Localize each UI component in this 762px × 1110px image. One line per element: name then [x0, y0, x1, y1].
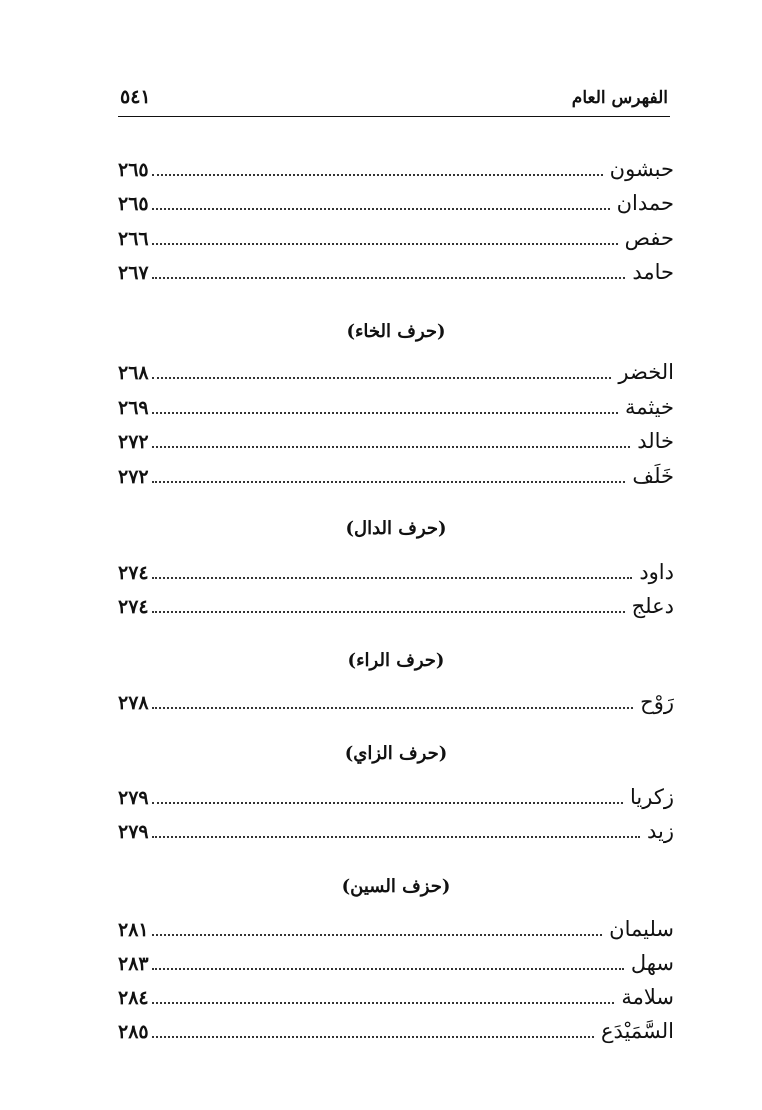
entry-name: سلامة — [621, 985, 674, 1009]
index-entry — [118, 191, 674, 223]
entry-page: ٢٨٤ — [118, 987, 149, 1009]
entry-name: زيد — [646, 819, 674, 843]
leader-dots — [152, 164, 603, 176]
index-entry — [118, 917, 674, 949]
leader-dots — [152, 233, 618, 245]
entry-name: خيثمة — [624, 395, 674, 419]
entry-page: ٢٦٥ — [118, 159, 149, 181]
leader-dots — [152, 471, 626, 483]
leader-dots — [152, 567, 633, 579]
entry-page: ٢٨٥ — [118, 1021, 149, 1043]
entry-page: ٢٧٨ — [118, 692, 149, 714]
entry-name: السَّمَيْدَع — [601, 1019, 674, 1043]
entry-page: ٢٦٨ — [118, 362, 149, 384]
section-heading: (حرف الراء) — [347, 650, 445, 671]
index-entry — [118, 560, 674, 592]
section-heading: (حرف الخاء) — [346, 321, 446, 342]
index-entry — [118, 464, 674, 496]
entry-name: خالد — [637, 429, 674, 453]
index-entry — [118, 951, 674, 983]
entry-page: ٢٧٩ — [118, 787, 149, 809]
index-entry — [118, 157, 674, 189]
index-entry — [118, 360, 674, 392]
leader-dots — [152, 267, 626, 279]
index-entry — [118, 594, 674, 626]
entry-page: ٢٧٤ — [118, 562, 149, 584]
entry-page: ٢٦٦ — [118, 228, 149, 250]
entry-page: ٢٨٣ — [118, 953, 149, 975]
index-entry — [118, 985, 674, 1017]
leader-dots — [152, 1026, 594, 1038]
entry-page: ٢٧٢ — [118, 466, 149, 488]
index-entry — [118, 395, 674, 427]
leader-dots — [152, 792, 623, 804]
leader-dots — [152, 697, 634, 709]
index-entry — [118, 690, 674, 722]
entry-page: ٢٧٤ — [118, 596, 149, 618]
entry-page: ٢٧٢ — [118, 431, 149, 453]
leader-dots — [152, 402, 618, 414]
leader-dots — [152, 601, 625, 613]
index-entry — [118, 1019, 674, 1051]
entry-name: حمدان — [616, 191, 674, 215]
index-entry — [118, 785, 674, 817]
entry-name: حامد — [632, 260, 674, 284]
entry-name: داود — [639, 560, 674, 584]
index-entry — [118, 226, 674, 258]
entry-name: حفص — [624, 226, 674, 250]
entry-name: سهل — [630, 951, 674, 975]
section-heading: (حرف الزاي) — [344, 743, 448, 764]
entry-name: سليمان — [609, 917, 674, 941]
entry-page: ٢٦٧ — [118, 262, 149, 284]
entry-page: ٢٧٩ — [118, 821, 149, 843]
index-entry — [118, 260, 674, 292]
entry-name: زكريا — [630, 785, 674, 809]
index-entry — [118, 429, 674, 461]
page-header — [118, 86, 670, 117]
entry-name: رَوْح — [640, 690, 674, 714]
leader-dots — [152, 924, 603, 936]
entry-name: حبشون — [609, 157, 674, 181]
leader-dots — [152, 826, 640, 838]
leader-dots — [152, 992, 615, 1004]
leader-dots — [152, 958, 624, 970]
leader-dots — [152, 436, 631, 448]
entry-name: خَلَف — [632, 464, 674, 488]
header-page-number: ٥٤١ — [120, 86, 151, 108]
leader-dots — [152, 367, 612, 379]
index-entry — [118, 819, 674, 851]
entry-name: دعلج — [631, 594, 674, 618]
entry-page: ٢٦٥ — [118, 193, 149, 215]
entry-name: الخضر — [618, 360, 674, 384]
entry-page: ٢٨١ — [118, 919, 149, 941]
section-heading: (حزف السين) — [341, 876, 451, 897]
leader-dots — [152, 198, 610, 210]
section-heading: (حرف الدال) — [345, 518, 447, 539]
header-title: الفهرس العام — [571, 88, 668, 108]
entry-page: ٢٦٩ — [118, 397, 149, 419]
